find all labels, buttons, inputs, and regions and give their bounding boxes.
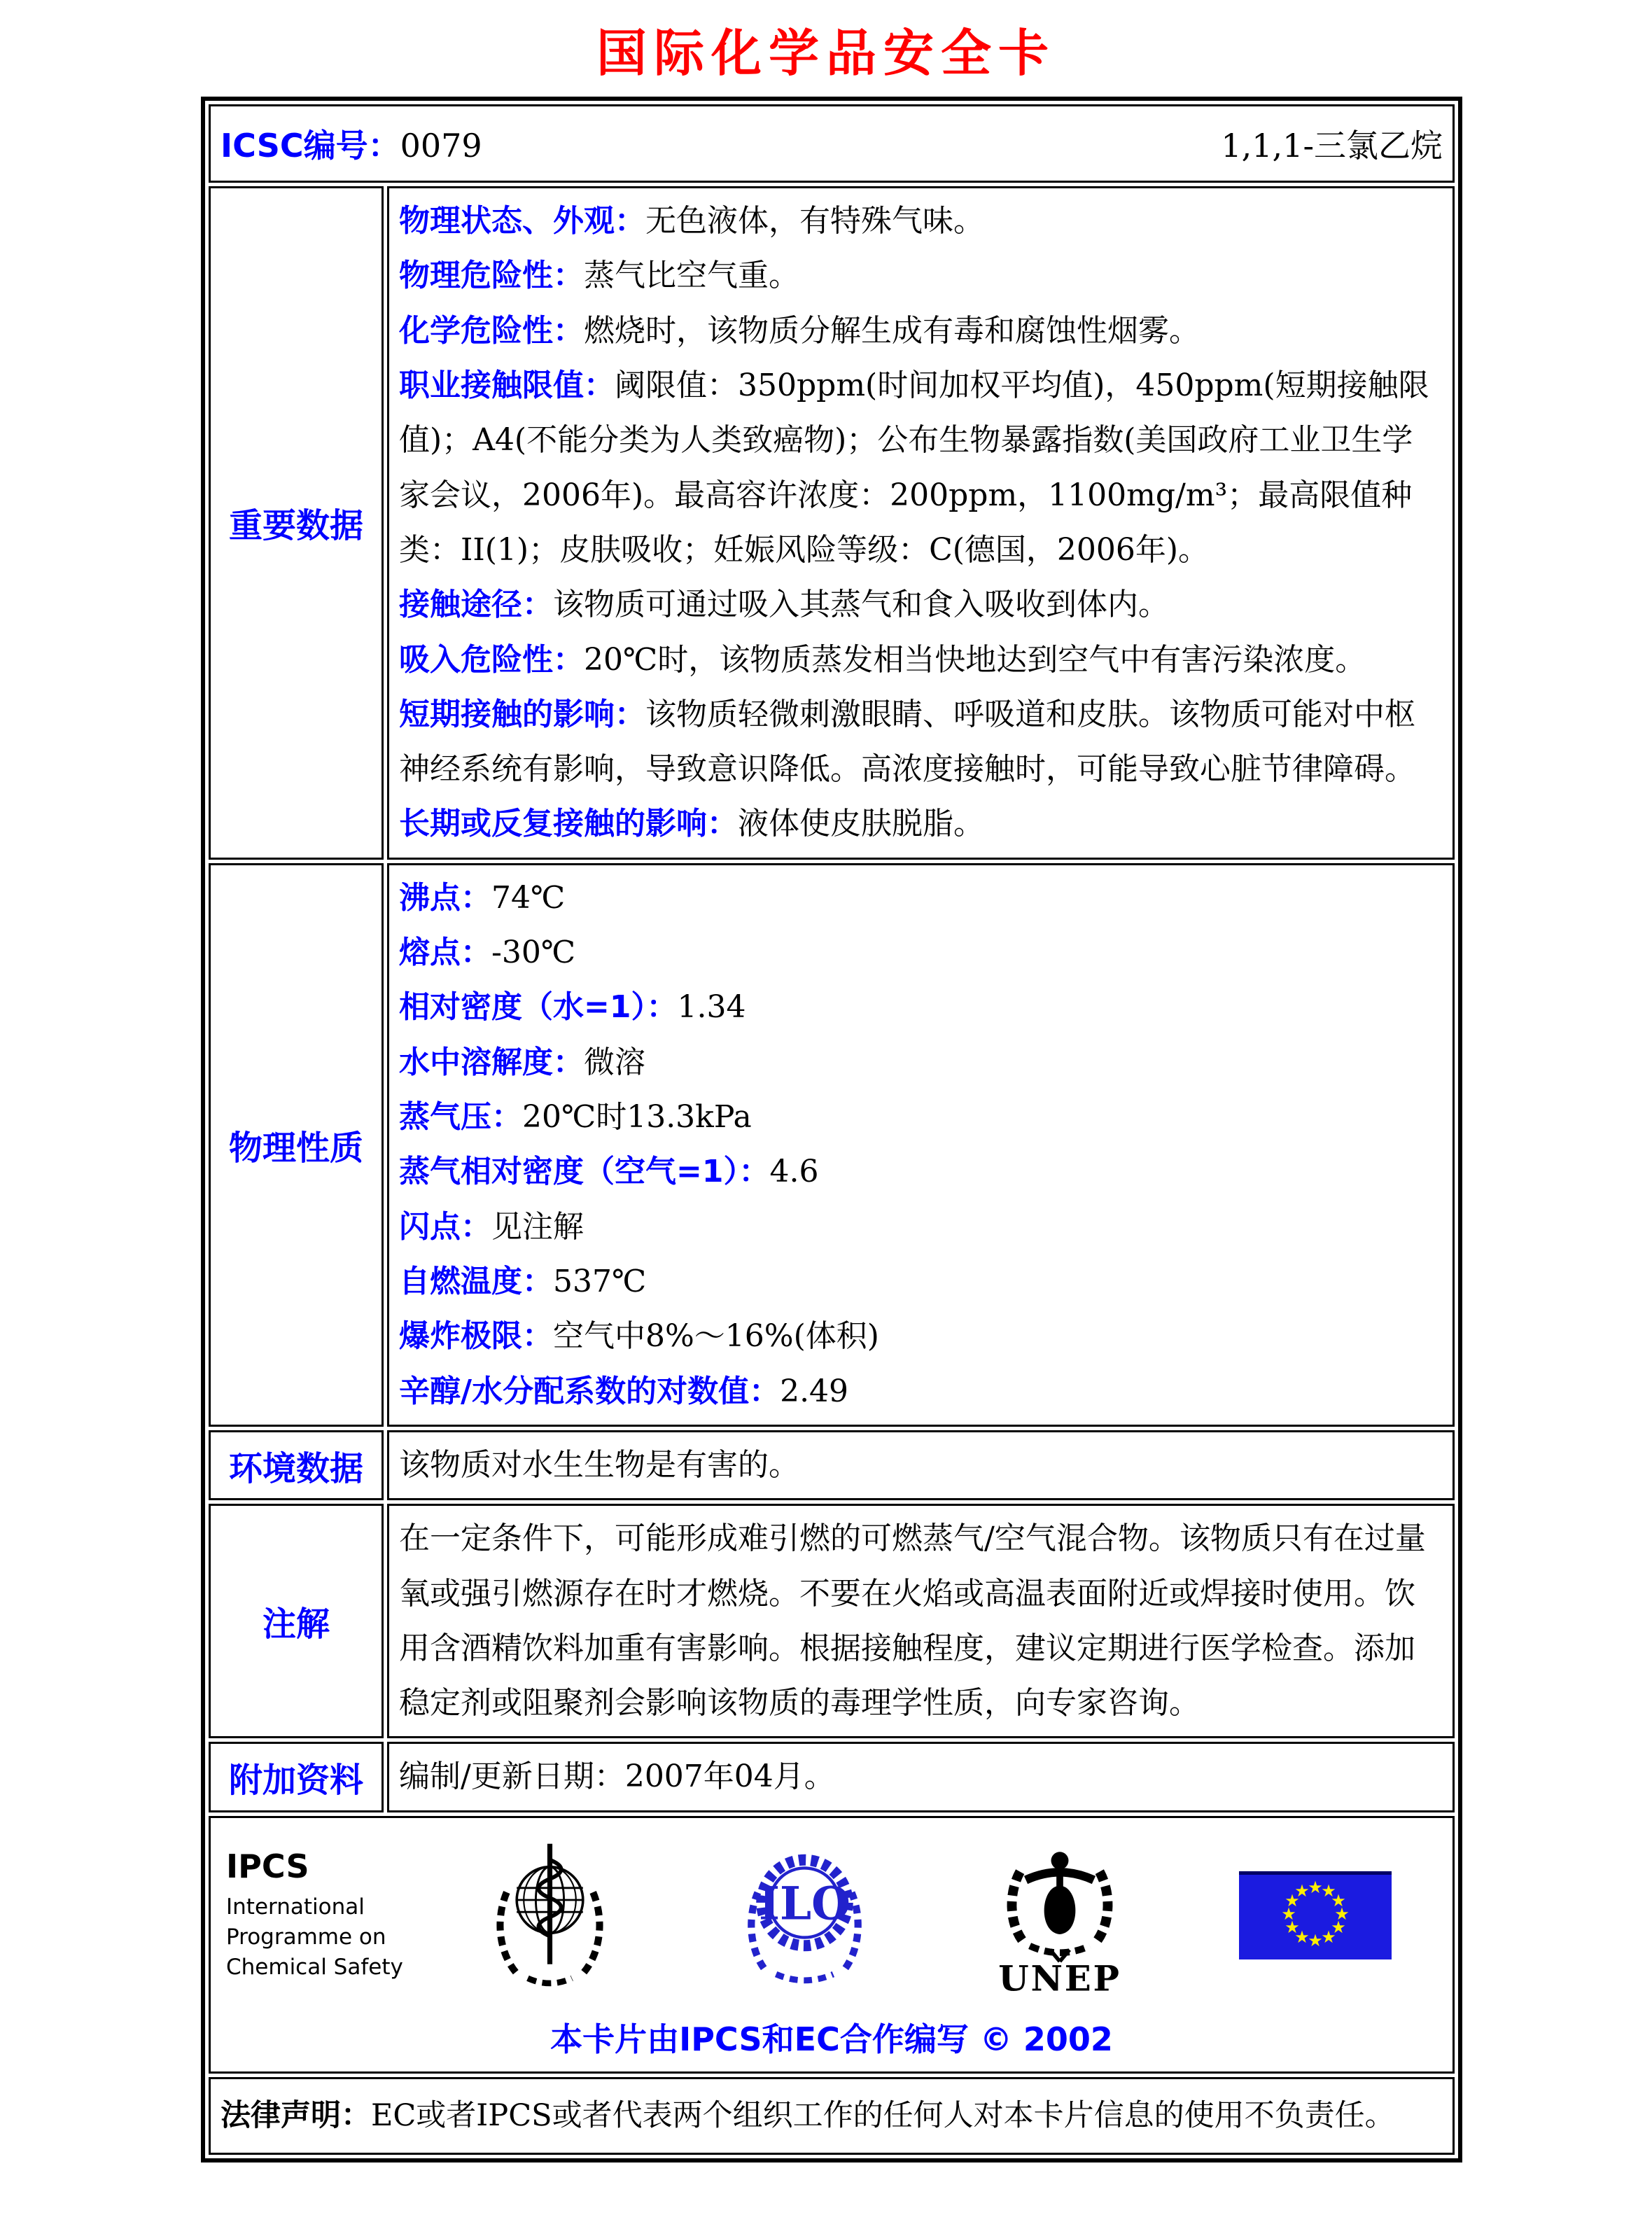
- ipcs-text-block: [226, 1847, 422, 1983]
- icsc-number-value: 0079: [400, 127, 482, 165]
- footer-cell: [209, 1816, 1455, 2074]
- environmental-data-row: [209, 1430, 1455, 1500]
- field-exposure-routes: 接触途径：该物质可通过吸入其蒸气和食入吸收到体内。: [399, 587, 1169, 623]
- additional-info-content: [387, 1742, 1455, 1812]
- eu-star: ★: [1320, 1927, 1336, 1947]
- physical-properties-label-cell: [209, 863, 384, 1427]
- environmental-data-text: 该物质对水生生物是有害的。: [399, 1446, 799, 1483]
- additional-info-row: [209, 1742, 1455, 1812]
- prop-relative-density: 相对密度（水=1）：1.34: [399, 989, 746, 1026]
- ilo-logo-slot: [678, 1843, 933, 1987]
- eu-star: ★: [1294, 1927, 1310, 1947]
- prop-vapor-pressure: 蒸气压：20℃时13.3kPa: [399, 1099, 752, 1135]
- notes-content: [387, 1504, 1455, 1738]
- environmental-data-content: [387, 1430, 1455, 1500]
- section-label: 物理性质: [228, 1128, 363, 1168]
- prop-logp: 辛醇/水分配系数的对数值：2.49: [399, 1373, 849, 1409]
- additional-info-label-cell: [209, 1742, 384, 1812]
- ipcs-line: Programme on: [226, 1924, 386, 1950]
- footer-row: [209, 1816, 1455, 2074]
- eu-star: ★: [1330, 1890, 1346, 1910]
- environmental-data-label-cell: [209, 1430, 384, 1500]
- physical-properties-content: [387, 863, 1455, 1427]
- chemical-name: 1,1,1-三氯乙烷: [1221, 127, 1443, 165]
- prop-explosive-limits: 爆炸极限：空气中8%～16%(体积): [399, 1318, 879, 1355]
- eu-star: ★: [1280, 1903, 1296, 1924]
- ipcs-title: IPCS: [226, 1847, 309, 1885]
- header-cell: [209, 104, 1455, 183]
- unep-logo-slot: [932, 1835, 1188, 1996]
- footer-caption-text: 本卡片由IPCS和EC合作编写: [550, 2020, 969, 2058]
- legal-cell: [209, 2077, 1455, 2155]
- ipcs-line: International: [226, 1894, 365, 1920]
- who-logo-slot: [422, 1840, 678, 1990]
- who-icon: [489, 1840, 611, 1990]
- important-data-row: [209, 186, 1455, 860]
- icsc-number: [220, 120, 482, 167]
- field-physical-danger: 物理危险性：蒸气比空气重。: [399, 258, 799, 294]
- eu-flag-slot: [1188, 1871, 1443, 1959]
- section-label: 环境数据: [228, 1448, 363, 1488]
- eu-star: ★: [1284, 1890, 1300, 1910]
- important-data-label-cell: [209, 186, 384, 860]
- notes-row: [209, 1504, 1455, 1738]
- prop-boiling-point: 沸点：74℃: [399, 879, 566, 916]
- prop-autoignition-temp: 自燃温度：537℃: [399, 1263, 647, 1299]
- notes-label-cell: [209, 1504, 384, 1738]
- field-short-term-effects: 短期接触的影响：该物质轻微刺激眼睛、呼吸道和皮肤。该物质可能对中枢神经系统有影响，导致意识降低。高浓度接触时，可能导致心脏节律障碍。: [399, 696, 1415, 788]
- eu-star: ★: [1294, 1880, 1310, 1901]
- ipcs-line: Chemical Safety: [226, 1955, 403, 1980]
- important-data-content: [387, 186, 1455, 860]
- prop-flash-point: 闪点：见注解: [399, 1208, 584, 1245]
- eu-star: ★: [1307, 1877, 1323, 1897]
- unep-icon: [997, 1835, 1123, 1996]
- ilo-icon: [743, 1843, 866, 1987]
- field-long-term-effects: 长期或反复接触的影响：液体使皮肤脱脂。: [399, 806, 984, 842]
- legal-label: 法律声明：: [220, 2097, 371, 2133]
- prop-water-solubility: 水中溶解度：微溶: [399, 1044, 645, 1080]
- footer-caption: [220, 2014, 1443, 2060]
- notes-text: 在一定条件下，可能形成难引燃的可燃蒸气/空气混合物。该物质只有在过量氧或强引燃源存在时才燃烧。不要在火焰或高温表面附近或焊接时使用。饮用含酒精饮料加重有害影响。根据接触程度，建议定期进行医学检查。添加稳定剂或阻聚剂会影响该物质的毒理学性质，向专家咨询。: [399, 1521, 1426, 1721]
- legal-row: [209, 2077, 1455, 2155]
- footer-copyright: © 2002: [979, 2020, 1113, 2058]
- eu-star: ★: [1320, 1880, 1336, 1901]
- eu-flag-icon: [1239, 1871, 1392, 1959]
- section-label: 附加资料: [228, 1761, 363, 1801]
- section-label: 注解: [262, 1605, 330, 1644]
- field-occupational-limits: 职业接触限值：阈限值：350ppm(时间加权平均值)，450ppm(短期接触限值)；A4(不能分类为人类致癌物)；公布生物暴露指数(美国政府工业卫生学家会议，2006年)。最高容许浓度：200ppm，1100mg/m³；最高限值种类：II(1)；皮肤吸收；妊娠风险等级：C(德国，2006年)。: [399, 367, 1429, 568]
- physical-properties-row: [209, 863, 1455, 1427]
- ilo-letters: ILO: [759, 1878, 851, 1931]
- prop-melting-point: 熔点：-30℃: [399, 935, 576, 971]
- unep-letters: UNEP: [998, 1957, 1122, 1996]
- eu-star: ★: [1284, 1917, 1300, 1937]
- icsc-card-table: [201, 97, 1462, 2162]
- field-inhalation-risk: 吸入危险性：20℃时，该物质蒸发相当快地达到空气中有害污染浓度。: [399, 641, 1366, 678]
- additional-info-text: 编制/更新日期：2007年04月。: [399, 1759, 835, 1795]
- field-chemical-danger: 化学危险性：燃烧时，该物质分解生成有毒和腐蚀性烟雾。: [399, 312, 1200, 349]
- page-title: 国际化学品安全卡: [596, 24, 1056, 83]
- icsc-number-label: ICSC编号：: [220, 127, 400, 165]
- field-physical-state: 物理状态、外观：无色液体，有特殊气味。: [399, 203, 984, 239]
- prop-vapor-density: 蒸气相对密度（空气=1）：4.6: [399, 1154, 819, 1190]
- eu-star: ★: [1330, 1917, 1346, 1937]
- logo-row: [220, 1835, 1443, 1996]
- eu-star: ★: [1307, 1930, 1323, 1950]
- legal-text: EC或者IPCS或者代表两个组织工作的任何人对本卡片信息的使用不负责任。: [371, 2097, 1395, 2133]
- eu-star: ★: [1334, 1903, 1350, 1924]
- header-row: [209, 104, 1455, 183]
- section-label: 重要数据: [228, 506, 363, 546]
